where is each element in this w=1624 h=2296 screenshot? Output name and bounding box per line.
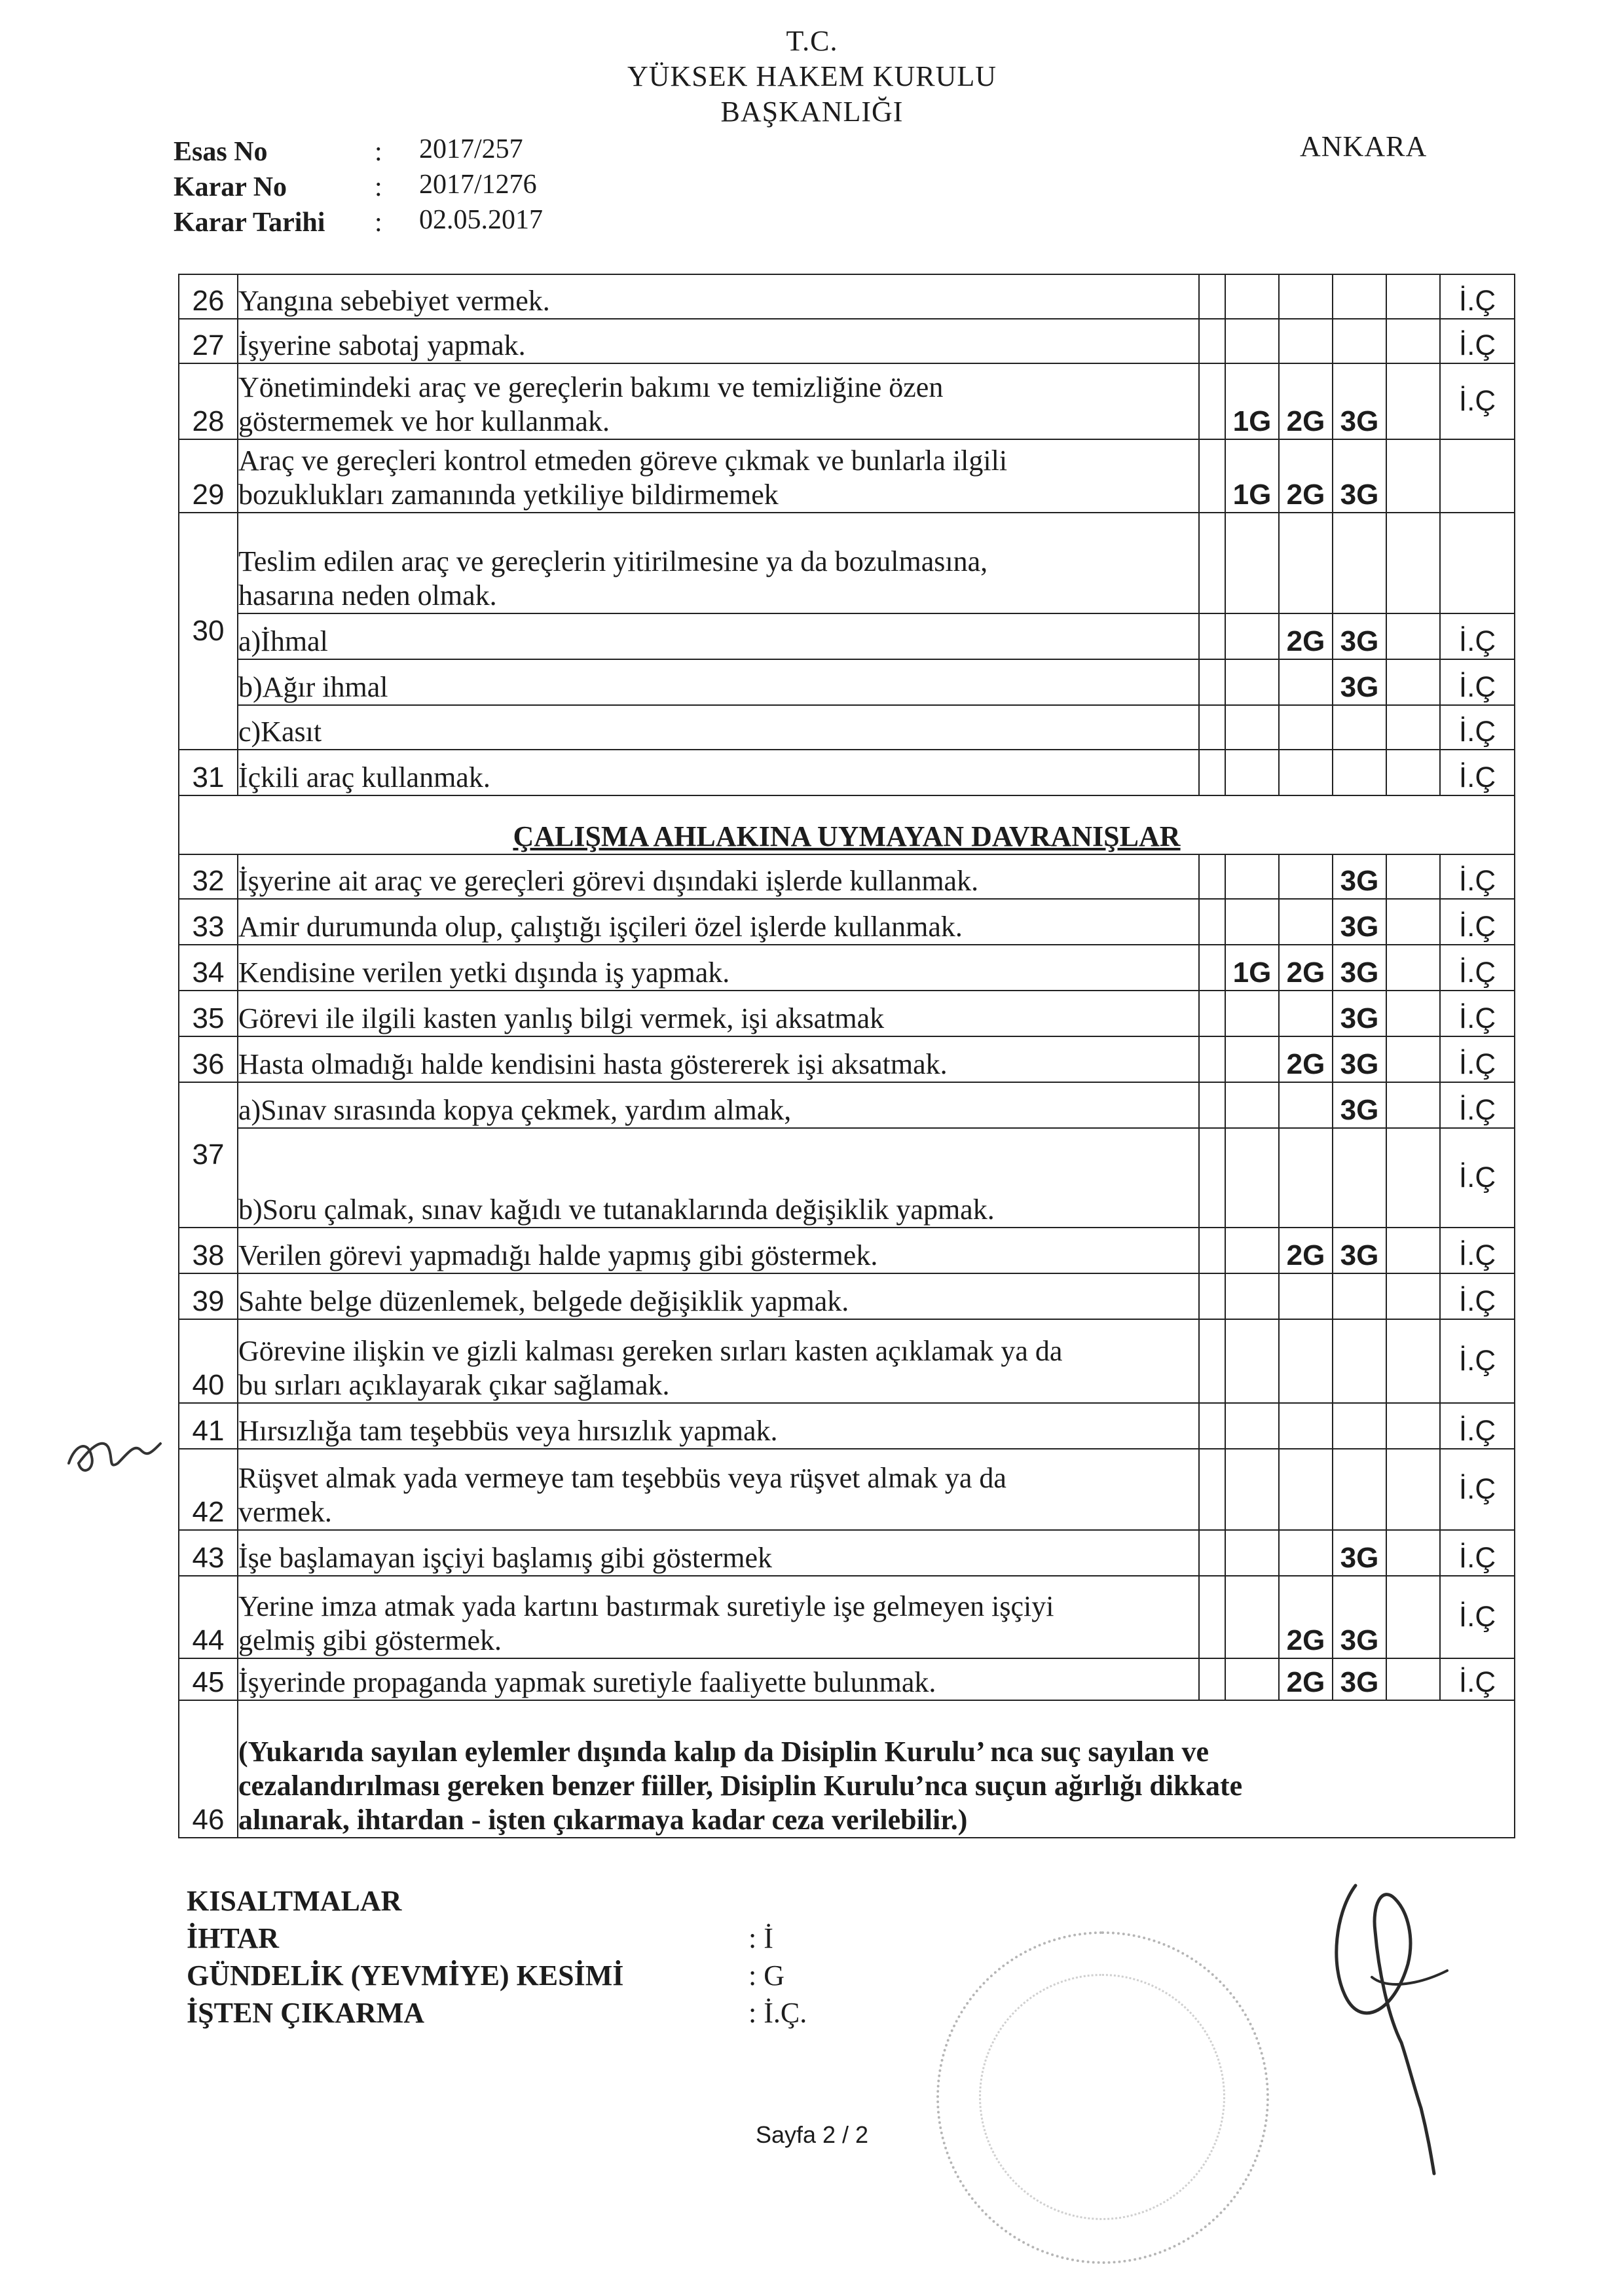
penalty-3g: 3G bbox=[1333, 1658, 1386, 1700]
row-number: 31 bbox=[179, 750, 238, 795]
table-row bbox=[179, 659, 1515, 705]
header-city: ANKARA bbox=[1300, 130, 1428, 162]
abbreviation-label: İHTAR bbox=[187, 1922, 279, 1954]
penalty-3g: 3G bbox=[1333, 659, 1386, 705]
row-text: b)Soru çalmak, sınav kağıdı ve tutanaklarında değişiklik yapmak. bbox=[238, 1128, 1199, 1228]
row-text: Amir durumunda olup, çalıştığı işçileri özel işlerde kullanmak. bbox=[238, 899, 1199, 945]
penalty-3g: 3G bbox=[1333, 613, 1386, 659]
penalty-dismissal: İ.Ç bbox=[1440, 1273, 1515, 1319]
meta-value-esas: 2017/257 bbox=[419, 134, 523, 164]
row-text bbox=[238, 513, 1199, 613]
table-row bbox=[179, 1273, 1515, 1319]
penalty-3g: 3G bbox=[1333, 991, 1386, 1036]
row-text-line: Teslim edilen araç ve gereçlerin yitirilmesine ya da bozulmasına, bbox=[238, 545, 988, 577]
row-text: b)Ağır ihmal bbox=[238, 659, 1199, 705]
penalty-dismissal: İ.Ç bbox=[1440, 659, 1515, 705]
penalty-dismissal: İ.Ç bbox=[1440, 1449, 1515, 1530]
meta-colon: : bbox=[375, 172, 382, 202]
row-text bbox=[238, 363, 1199, 439]
row-number: 36 bbox=[179, 1036, 238, 1082]
row-text: a)İhmal bbox=[238, 613, 1199, 659]
meta-label-tarih: Karar Tarihi bbox=[174, 208, 325, 238]
meta-label-esas: Esas No bbox=[174, 137, 268, 167]
table-row bbox=[179, 1449, 1515, 1530]
penalty-3g: 3G bbox=[1333, 1576, 1386, 1658]
header-tc: T.C. bbox=[786, 25, 838, 57]
penalty-1g: 1G bbox=[1225, 945, 1279, 991]
table-row bbox=[179, 319, 1515, 363]
row-text bbox=[238, 1700, 1515, 1838]
penalty-2g: 2G bbox=[1279, 945, 1333, 991]
penalty-dismissal: İ.Ç bbox=[1440, 319, 1515, 363]
row-number: 37 bbox=[179, 1082, 238, 1228]
row-text-line: cezalandırılması gereken benzer fiiller, Disiplin Kurulu’nca suçun ağırlığı dikkate bbox=[238, 1770, 1243, 1802]
row-text-line: Yerine imza atmak yada kartını bastırmak suretiyle işe gelmeyen işçiyi bbox=[238, 1590, 1054, 1622]
meta-value-karar: 2017/1276 bbox=[419, 170, 537, 200]
row-number: 35 bbox=[179, 991, 238, 1036]
row-text: İşe başlamayan işçiyi başlamış gibi göstermek bbox=[238, 1530, 1199, 1576]
penalty-dismissal: İ.Ç bbox=[1440, 274, 1515, 319]
penalty-dismissal: İ.Ç bbox=[1440, 1128, 1515, 1228]
section-row bbox=[179, 795, 1515, 854]
row-number: 29 bbox=[179, 439, 238, 513]
row-text: a)Sınav sırasında kopya çekmek, yardım almak, bbox=[238, 1082, 1199, 1128]
row-text: İçkili araç kullanmak. bbox=[238, 750, 1199, 795]
table-row bbox=[179, 1658, 1515, 1700]
abbreviation-value: : G bbox=[748, 1959, 784, 1992]
penalty-dismissal: İ.Ç bbox=[1440, 899, 1515, 945]
table-row bbox=[179, 439, 1515, 513]
penalty-dismissal: İ.Ç bbox=[1440, 705, 1515, 750]
row-text: Yangına sebebiyet vermek. bbox=[238, 274, 1199, 319]
row-text: İşyerine sabotaj yapmak. bbox=[238, 319, 1199, 363]
table-row bbox=[179, 274, 1515, 319]
penalty-dismissal: İ.Ç bbox=[1440, 1319, 1515, 1403]
penalty-dismissal: İ.Ç bbox=[1440, 1530, 1515, 1576]
row-number: 39 bbox=[179, 1273, 238, 1319]
row-text-line: bu sırları açıklayarak çıkar sağlamak. bbox=[238, 1369, 670, 1401]
penalty-2g: 2G bbox=[1279, 1036, 1333, 1082]
table-row bbox=[179, 613, 1515, 659]
row-text: Hasta olmadığı halde kendisini hasta göstererek işi aksatmak. bbox=[238, 1036, 1199, 1082]
meta-label-karar: Karar No bbox=[174, 172, 287, 202]
row-number: 41 bbox=[179, 1403, 238, 1449]
row-number: 42 bbox=[179, 1449, 238, 1530]
row-text bbox=[238, 1576, 1199, 1658]
penalty-dismissal: İ.Ç bbox=[1440, 1228, 1515, 1273]
row-text-line: alınarak, ihtardan - işten çıkarmaya kadar ceza verilebilir.) bbox=[238, 1804, 968, 1836]
row-text-line: Araç ve gereçleri kontrol etmeden göreve çıkmak ve bunlarla ilgili bbox=[238, 445, 1008, 477]
row-text bbox=[238, 1449, 1199, 1530]
row-text: Sahte belge düzenlemek, belgede değişiklik yapmak. bbox=[238, 1273, 1199, 1319]
penalty-2g: 2G bbox=[1279, 1576, 1333, 1658]
row-number: 44 bbox=[179, 1576, 238, 1658]
row-text: İşyerine ait araç ve gereçleri görevi dışındaki işlerde kullanmak. bbox=[238, 854, 1199, 899]
row-number: 45 bbox=[179, 1658, 238, 1700]
stamp-seal-inner bbox=[979, 1974, 1225, 2220]
penalty-dismissal: İ.Ç bbox=[1440, 1658, 1515, 1700]
penalty-2g: 2G bbox=[1279, 1228, 1333, 1273]
row-number: 28 bbox=[179, 363, 238, 439]
row-text-line: bozuklukları zamanında yetkiliye bildirmemek bbox=[238, 479, 779, 511]
table-row bbox=[179, 513, 1515, 613]
row-number: 30 bbox=[179, 513, 238, 750]
abbreviations-title: KISALTMALAR bbox=[187, 1885, 402, 1917]
section-heading: ÇALIŞMA AHLAKINA UYMAYAN DAVRANIŞLAR bbox=[179, 795, 1515, 854]
row-text: Görevi ile ilgili kasten yanlış bilgi vermek, işi aksatmak bbox=[238, 991, 1199, 1036]
penalty-dismissal: İ.Ç bbox=[1440, 945, 1515, 991]
row-number: 34 bbox=[179, 945, 238, 991]
row-text-line: gelmiş gibi göstermek. bbox=[238, 1624, 502, 1656]
penalty-3g: 3G bbox=[1333, 363, 1386, 439]
penalty-3g: 3G bbox=[1333, 1228, 1386, 1273]
penalty-2g: 2G bbox=[1279, 363, 1333, 439]
row-text: c)Kasıt bbox=[238, 705, 1199, 750]
penalty-3g: 3G bbox=[1333, 1530, 1386, 1576]
row-text bbox=[238, 439, 1199, 513]
table-row bbox=[179, 1530, 1515, 1576]
penalty-dismissal: İ.Ç bbox=[1440, 1082, 1515, 1128]
row-number: 27 bbox=[179, 319, 238, 363]
penalty-2g: 2G bbox=[1279, 439, 1333, 513]
table-row bbox=[179, 363, 1515, 439]
penalty-3g: 3G bbox=[1333, 854, 1386, 899]
row-text-line: Görevine ilişkin ve gizli kalması gereken sırları kasten açıklamak ya da bbox=[238, 1335, 1063, 1367]
penalty-2g: 2G bbox=[1279, 1658, 1333, 1700]
penalty-2g: 2G bbox=[1279, 613, 1333, 659]
row-number: 46 bbox=[179, 1700, 238, 1838]
penalty-dismissal: İ.Ç bbox=[1440, 991, 1515, 1036]
row-text-line: Rüşvet almak yada vermeye tam teşebbüs veya rüşvet almak ya da bbox=[238, 1462, 1006, 1494]
penalty-3g: 3G bbox=[1333, 1036, 1386, 1082]
row-text: İşyerinde propaganda yapmak suretiyle faaliyette bulunmak. bbox=[238, 1658, 1199, 1700]
row-text: Hırsızlığa tam teşebbüs veya hırsızlık yapmak. bbox=[238, 1403, 1199, 1449]
meta-colon: : bbox=[375, 208, 382, 238]
penalty-dismissal: İ.Ç bbox=[1440, 854, 1515, 899]
table-row bbox=[179, 1036, 1515, 1082]
penalty-1g: 1G bbox=[1225, 439, 1279, 513]
row-number: 33 bbox=[179, 899, 238, 945]
row-text bbox=[238, 1319, 1199, 1403]
table-row bbox=[179, 991, 1515, 1036]
table-row bbox=[179, 1082, 1515, 1128]
abbreviation-value: : İ bbox=[748, 1922, 773, 1954]
table-row bbox=[179, 945, 1515, 991]
penalty-3g: 3G bbox=[1333, 439, 1386, 513]
row-number: 38 bbox=[179, 1228, 238, 1273]
penalty-dismissal: İ.Ç bbox=[1440, 750, 1515, 795]
table-row bbox=[179, 899, 1515, 945]
penalty-dismissal: İ.Ç bbox=[1440, 1036, 1515, 1082]
penalty-3g: 3G bbox=[1333, 945, 1386, 991]
penalty-dismissal: İ.Ç bbox=[1440, 363, 1515, 439]
initials-signature bbox=[62, 1417, 167, 1489]
abbreviation-label: GÜNDELİK (YEVMİYE) KESİMİ bbox=[187, 1959, 624, 1992]
row-text-line: (Yukarıda sayılan eylemler dışında kalıp da Disiplin Kurulu’ nca suç sayılan ve bbox=[238, 1736, 1209, 1768]
row-text-line: Yönetimindeki araç ve gereçlerin bakımı ve temizliğine özen bbox=[238, 371, 944, 403]
table-row bbox=[179, 750, 1515, 795]
header-presidency: BAŞKANLIĞI bbox=[720, 96, 904, 128]
row-number: 43 bbox=[179, 1530, 238, 1576]
meta-colon: : bbox=[375, 137, 382, 167]
penalty-dismissal: İ.Ç bbox=[1440, 1403, 1515, 1449]
row-number: 40 bbox=[179, 1319, 238, 1403]
row-text-line: hasarına neden olmak. bbox=[238, 579, 497, 611]
table-row bbox=[179, 705, 1515, 750]
row-text-line: göstermemek ve hor kullanmak. bbox=[238, 405, 610, 437]
table-row bbox=[179, 1319, 1515, 1403]
row-text: Verilen görevi yapmadığı halde yapmış gibi göstermek. bbox=[238, 1228, 1199, 1273]
meta-value-tarih: 02.05.2017 bbox=[419, 205, 543, 235]
row-text: Kendisine verilen yetki dışında iş yapmak. bbox=[238, 945, 1199, 991]
page-number: Sayfa 2 / 2 bbox=[755, 2121, 869, 2148]
abbreviation-label: İŞTEN ÇIKARMA bbox=[187, 1997, 425, 2029]
row-number: 32 bbox=[179, 854, 238, 899]
penalty-dismissal: İ.Ç bbox=[1440, 1576, 1515, 1658]
penalty-dismissal: İ.Ç bbox=[1440, 613, 1515, 659]
penalty-3g: 3G bbox=[1333, 899, 1386, 945]
table-row bbox=[179, 1228, 1515, 1273]
abbreviation-value: : İ.Ç. bbox=[748, 1997, 807, 2029]
table-row bbox=[179, 854, 1515, 899]
discipline-table bbox=[178, 274, 1515, 1838]
row-text-line: vermek. bbox=[238, 1496, 332, 1528]
table-row bbox=[179, 1128, 1515, 1228]
penalty-1g: 1G bbox=[1225, 363, 1279, 439]
row-number: 26 bbox=[179, 274, 238, 319]
header-institution: YÜKSEK HAKEM KURULU bbox=[627, 60, 997, 92]
table-row bbox=[179, 1700, 1515, 1838]
table-row bbox=[179, 1403, 1515, 1449]
penalty-3g: 3G bbox=[1333, 1082, 1386, 1128]
table-row bbox=[179, 1576, 1515, 1658]
